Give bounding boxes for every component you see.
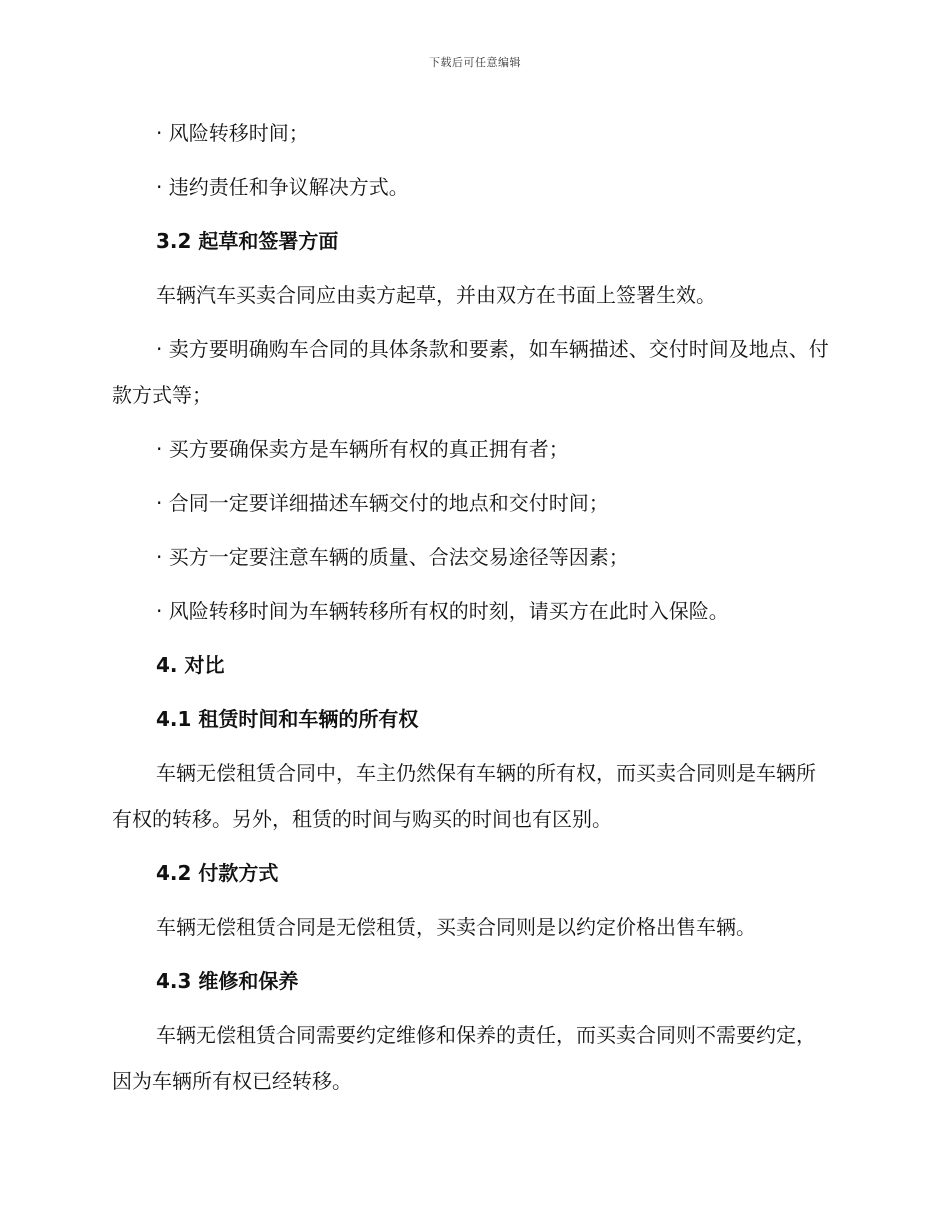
paragraph-maintenance-comparison: 车辆无偿租赁合同需要约定维修和保养的责任，而买卖合同则不需要约定，因为车辆所有权已经转移。 [112, 1023, 816, 1093]
section-heading-4: 4. 对比 [156, 653, 225, 677]
paragraph-drafting: 车辆汽车买卖合同应由卖方起草，并由双方在书面上签署生效。 [156, 283, 716, 307]
document-body [112, 110, 834, 1112]
bullet-risk-transfer-time: · 风险转移时间； [156, 121, 309, 145]
bullet-breach-and-dispute: · 违约责任和争议解决方式。 [156, 175, 409, 199]
bullet-delivery-place-time: · 合同一定要详细描述车辆交付的地点和交付时间； [156, 491, 609, 515]
paragraph-ownership-comparison: 车辆无偿租赁合同中，车主仍然保有车辆的所有权，而买卖合同则是车辆所有权的转移。另外，租赁的时间与购买的时间也有区别。 [112, 761, 816, 831]
section-heading-3-2: 3.2 起草和签署方面 [156, 229, 339, 253]
section-heading-4-1: 4.1 租赁时间和车辆的所有权 [156, 707, 419, 731]
bullet-buyer-quality: · 买方一定要注意车辆的质量、合法交易途径等因素； [156, 545, 629, 569]
bullet-seller-clarify-terms: · 卖方要明确购车合同的具体条款和要素，如车辆描述、交付时间及地点、付款方式等； [112, 337, 829, 407]
bullet-buyer-verify-ownership: · 买方要确保卖方是车辆所有权的真正拥有者； [156, 437, 569, 461]
section-heading-4-2: 4.2 付款方式 [156, 861, 279, 885]
paragraph-payment-comparison: 车辆无偿租赁合同是无偿租赁，买卖合同则是以约定价格出售车辆。 [156, 915, 756, 939]
page-header: 下载后可任意编辑 [429, 56, 521, 69]
bullet-risk-transfer-insurance: · 风险转移时间为车辆转移所有权的时刻，请买方在此时入保险。 [156, 599, 729, 623]
section-heading-4-3: 4.3 维修和保养 [156, 969, 299, 993]
